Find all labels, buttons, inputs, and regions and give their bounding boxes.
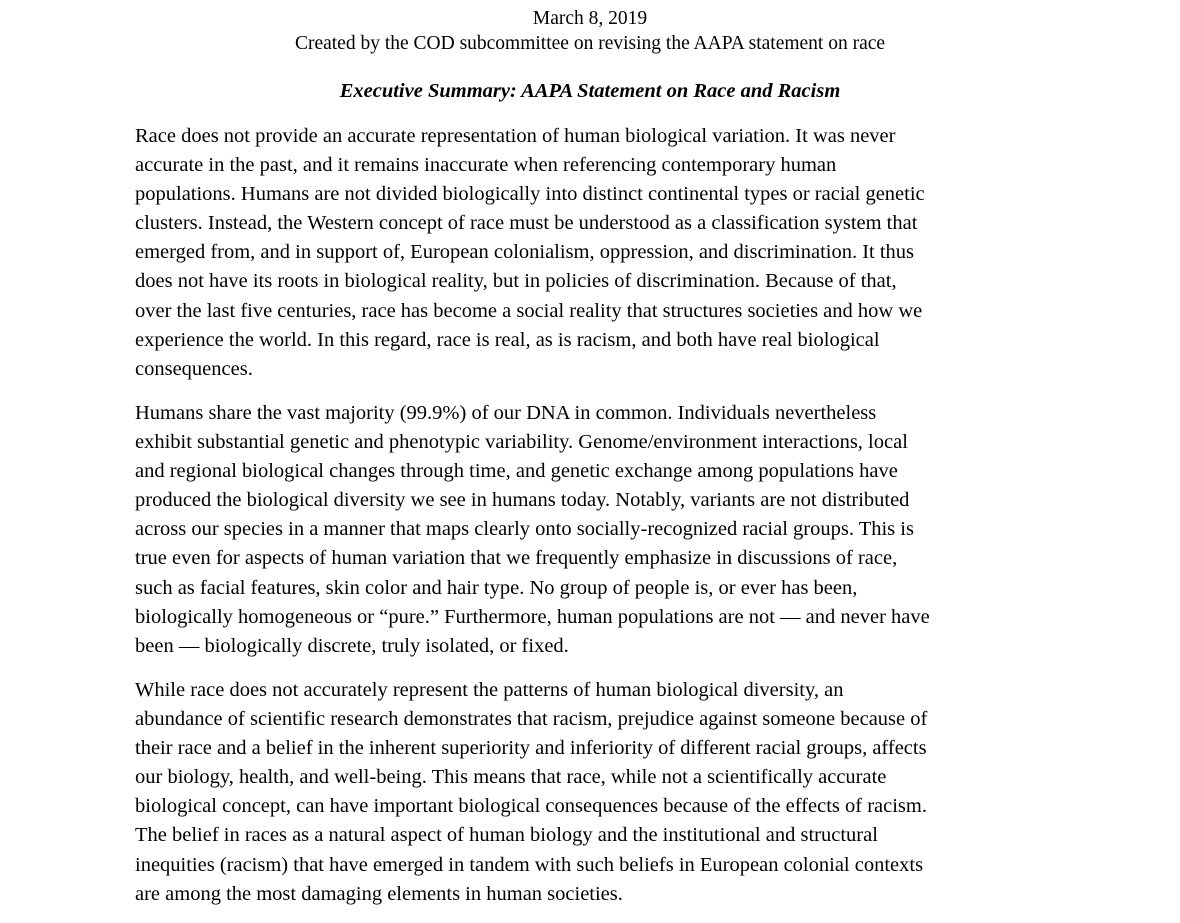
paragraph-line: and regional biological changes through time, and genetic exchange among populations have [135,460,898,483]
paragraph-line: While race does not accurately represent the patterns of human biological diversity, an [135,679,844,701]
paragraph-line: exhibit substantial genetic and phenotypic variability. Genome/environment interactions, local [135,431,908,454]
paragraph-line: been — biologically discrete, truly isolated, or fixed. [135,634,569,657]
paragraph-line: over the last five centuries, race has become a social reality that structures societies and how we [135,299,923,322]
paragraph-line: Humans share the vast majority (99.9%) of our DNA in common. Individuals nevertheless [135,402,877,424]
paragraph-line: Race does not provide an accurate representation of human biological variation. It was never [135,125,896,147]
paragraph-line: are among the most damaging elements in human societies. [135,882,623,905]
document-created-by: Created by the COD subcommittee on revising the AAPA statement on race [294,33,886,54]
paragraph-line: does not have its roots in biological reality, but in policies of discrimination. Because of that, [135,270,897,293]
paragraph-line: consequences. [135,357,253,380]
paragraph-line: accurate in the past, and it remains inaccurate when referencing contemporary human [135,154,837,177]
paragraph-line: their race and a belief in the inherent superiority and inferiority of different racial groups, affects [135,737,927,760]
paragraph-line: emerged from, and in support of, European colonialism, oppression, and discrimination. It thus [135,241,915,264]
paragraph-line: true even for aspects of human variation that we frequently emphasize in discussions of race, [135,547,898,570]
paragraph-2 [135,399,1055,661]
paragraph-line: biologically homogeneous or “pure.” Furthermore, human populations are not — and never have [135,605,930,628]
paragraph-line: biological concept, can have important biological consequences because of the effects of racism. [135,795,927,818]
paragraph-line: produced the biological diversity we see in humans today. Notably, variants are not distributed [135,489,910,512]
paragraph-line: abundance of scientific research demonstrates that racism, prejudice against someone because of [135,708,928,731]
paragraph-line: populations. Humans are not divided biologically into distinct continental types or racial genetic [135,183,925,206]
paragraph-line: across our species in a manner that maps clearly onto socially-recognized racial groups. This is [135,518,914,541]
paragraph-line: inequities (racism) that have emerged in tandem with such beliefs in European colonial contexts [135,853,924,876]
document-title: Executive Summary: AAPA Statement on Race and Racism [339,80,841,102]
paragraph-line: our biology, health, and well-being. This means that race, while not a scientifically accurate [135,766,887,789]
document-date: March 8, 2019 [532,8,648,29]
paragraph-line: experience the world. In this regard, race is real, as is racism, and both have real biological [135,328,880,351]
paragraph-line: such as facial features, skin color and hair type. No group of people is, or ever has been, [135,576,858,599]
paragraph-line: The belief in races as a natural aspect of human biology and the institutional and structural [135,824,878,847]
paragraph-line: clusters. Instead, the Western concept of race must be understood as a classification system that [135,212,918,235]
paragraph-1 [135,122,1055,384]
paragraph-3 [135,676,1055,909]
